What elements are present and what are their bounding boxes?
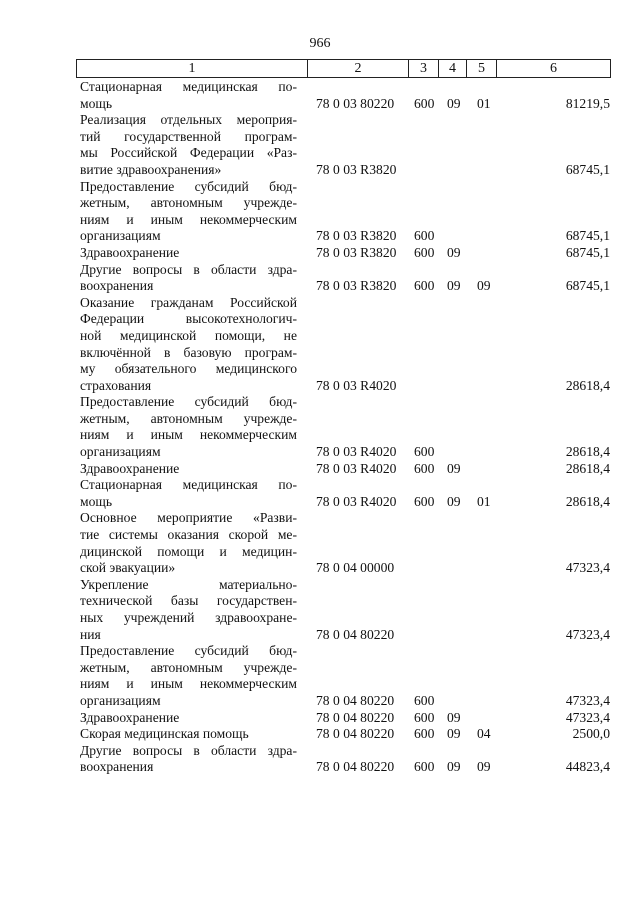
table-row — [80, 179, 610, 245]
table-row — [80, 262, 610, 295]
row-col-4: 09 — [447, 244, 461, 260]
column-header-2: 2 — [308, 60, 409, 78]
row-name-line: Укрепление материально- — [80, 576, 297, 592]
row-name-line: ниям и иным некоммерческим — [80, 427, 297, 443]
row-amount: 68745,1 — [565, 228, 610, 244]
row-name — [80, 726, 297, 743]
row-col-4: 09 — [447, 759, 461, 775]
row-name-line: ниям и иным некоммерческим — [80, 211, 297, 227]
row-name-line: ной медицинской помощи, не — [80, 327, 297, 343]
row-name-line: Здравоохранение — [80, 709, 180, 725]
row-amount: 47323,4 — [565, 692, 610, 708]
row-name — [80, 295, 297, 395]
row-amount: 28618,4 — [565, 377, 610, 393]
row-name-line: Стационарная медицинская по- — [80, 79, 297, 94]
row-name-line: витие здравоохранения» — [80, 161, 222, 177]
row-code: 78 0 03 R3820 — [316, 161, 397, 177]
row-name-line: Федерации высокотехнологич- — [80, 311, 297, 327]
row-amount: 28618,4 — [565, 493, 610, 509]
column-header-4: 4 — [439, 60, 467, 78]
column-header-table — [76, 59, 611, 78]
row-name-line: мощь — [80, 493, 113, 509]
row-name-line: тий государственной програм- — [80, 128, 297, 144]
row-name — [80, 112, 297, 178]
row-name — [80, 577, 297, 643]
row-col-3: 600 — [414, 228, 435, 244]
row-name-line: ния — [80, 626, 101, 642]
row-name — [80, 262, 297, 295]
row-amount: 47323,4 — [565, 626, 610, 642]
row-name-line: Другие вопросы в области здра- — [80, 742, 297, 758]
row-col-4: 09 — [447, 460, 461, 476]
row-name — [80, 477, 297, 510]
row-name-line: воохранения — [80, 278, 154, 294]
row-name-line: жетным, автономным учрежде- — [80, 410, 297, 426]
row-name-line: му обязательного медицинского — [80, 361, 297, 377]
row-name-line: мы Российской Федерации «Раз- — [80, 145, 297, 161]
row-col-5: 01 — [477, 493, 491, 509]
row-code: 78 0 04 80220 — [316, 692, 395, 708]
row-col-3: 600 — [414, 726, 435, 742]
row-code: 78 0 04 00000 — [316, 560, 395, 576]
row-name-line: жетным, автономным учрежде- — [80, 195, 297, 211]
row-name-line: ных учреждений здравоохране- — [80, 610, 297, 625]
row-name-line: Стационарная медицинская по- — [80, 477, 297, 493]
row-name-line: Основное мероприятие «Разви- — [80, 510, 297, 526]
row-amount: 28618,4 — [565, 444, 610, 460]
table-row — [80, 394, 610, 460]
row-col-3: 600 — [414, 278, 435, 294]
row-code: 78 0 04 80220 — [316, 709, 395, 725]
row-name-line: организациям — [80, 444, 161, 460]
row-col-4: 09 — [447, 95, 461, 111]
row-name-line: воохранения — [80, 759, 154, 775]
row-col-3: 600 — [414, 244, 435, 260]
row-name-line: страхования — [80, 377, 152, 393]
row-name-line: тие системы оказания скорой ме- — [80, 527, 297, 543]
table-row — [80, 643, 610, 709]
row-code: 78 0 03 R4020 — [316, 377, 397, 393]
row-name — [80, 710, 297, 727]
column-header-6: 6 — [497, 60, 611, 78]
column-header-1: 1 — [77, 60, 308, 78]
budget-table-body — [80, 79, 610, 776]
row-name — [80, 510, 297, 576]
row-name-line: жетным, автономным учрежде- — [80, 659, 297, 675]
row-name-line: Скорая медицинская помощь — [80, 726, 249, 742]
row-col-4: 09 — [447, 278, 461, 294]
table-row — [80, 112, 610, 178]
row-code: 78 0 03 R4020 — [316, 493, 397, 509]
row-col-3: 600 — [414, 692, 435, 708]
row-name-line: Оказание гражданам Российской — [80, 294, 297, 310]
table-row — [80, 743, 610, 776]
row-amount: 68745,1 — [565, 244, 610, 260]
row-col-5: 09 — [477, 759, 491, 775]
row-name-line: ской эвакуации» — [80, 560, 176, 576]
row-name — [80, 245, 297, 262]
row-code: 78 0 03 R3820 — [316, 244, 397, 260]
row-name-line: Предоставление субсидий бюд- — [80, 643, 297, 659]
table-row — [80, 461, 610, 478]
row-col-4: 09 — [447, 726, 461, 742]
row-code: 78 0 04 80220 — [316, 759, 395, 775]
row-amount: 47323,4 — [565, 560, 610, 576]
row-code: 78 0 03 R4020 — [316, 444, 397, 460]
row-name — [80, 79, 297, 112]
row-name-line: включённой в базовую програм- — [80, 344, 297, 360]
row-name — [80, 743, 297, 776]
row-name-line: Предоставление субсидий бюд- — [80, 178, 297, 194]
row-col-5: 01 — [477, 95, 491, 111]
row-name-line: Здравоохранение — [80, 244, 180, 260]
row-code: 78 0 03 R3820 — [316, 228, 397, 244]
row-amount: 44823,4 — [565, 759, 610, 775]
row-name — [80, 643, 297, 709]
row-name-line: мощь — [80, 95, 113, 111]
row-name-line: Здравоохранение — [80, 460, 180, 476]
row-name-line: Другие вопросы в области здра- — [80, 261, 297, 277]
row-col-3: 600 — [414, 759, 435, 775]
row-col-3: 600 — [414, 95, 435, 111]
row-name-line: ниям и иным некоммерческим — [80, 676, 297, 692]
column-header-3: 3 — [409, 60, 439, 78]
row-amount: 68745,1 — [565, 278, 610, 294]
table-row — [80, 295, 610, 395]
row-name — [80, 179, 297, 245]
row-col-3: 600 — [414, 444, 435, 460]
row-name — [80, 461, 297, 478]
row-col-3: 600 — [414, 460, 435, 476]
row-amount: 68745,1 — [565, 161, 610, 177]
row-amount: 28618,4 — [565, 460, 610, 476]
row-col-3: 600 — [414, 493, 435, 509]
table-row — [80, 577, 610, 643]
row-name-line: Реализация отдельных мероприя- — [80, 112, 297, 128]
row-amount: 2500,0 — [572, 726, 610, 742]
column-header-row — [77, 60, 611, 78]
row-name-line: Предоставление субсидий бюд- — [80, 394, 297, 410]
row-col-5: 04 — [477, 726, 491, 742]
column-header-5: 5 — [467, 60, 497, 78]
row-name-line: организациям — [80, 228, 161, 244]
row-amount: 47323,4 — [565, 709, 610, 725]
row-col-5: 09 — [477, 278, 491, 294]
page-number: 966 — [309, 36, 331, 51]
row-col-4: 09 — [447, 493, 461, 509]
row-col-4: 09 — [447, 709, 461, 725]
row-name-line: технической базы государствен- — [80, 593, 297, 609]
row-code: 78 0 04 80220 — [316, 726, 395, 742]
table-row — [80, 477, 610, 510]
row-amount: 81219,5 — [565, 95, 610, 111]
row-code: 78 0 03 R4020 — [316, 460, 397, 476]
row-name-line: дицинской помощи и медицин- — [80, 543, 297, 559]
table-row — [80, 510, 610, 576]
row-name — [80, 394, 297, 460]
row-col-3: 600 — [414, 709, 435, 725]
row-code: 78 0 03 R3820 — [316, 278, 397, 294]
row-code: 78 0 04 80220 — [316, 626, 395, 642]
row-code: 78 0 03 80220 — [316, 95, 395, 111]
table-row — [80, 726, 610, 743]
table-row — [80, 79, 610, 112]
table-row — [80, 710, 610, 727]
table-row — [80, 245, 610, 262]
row-name-line: организациям — [80, 692, 161, 708]
